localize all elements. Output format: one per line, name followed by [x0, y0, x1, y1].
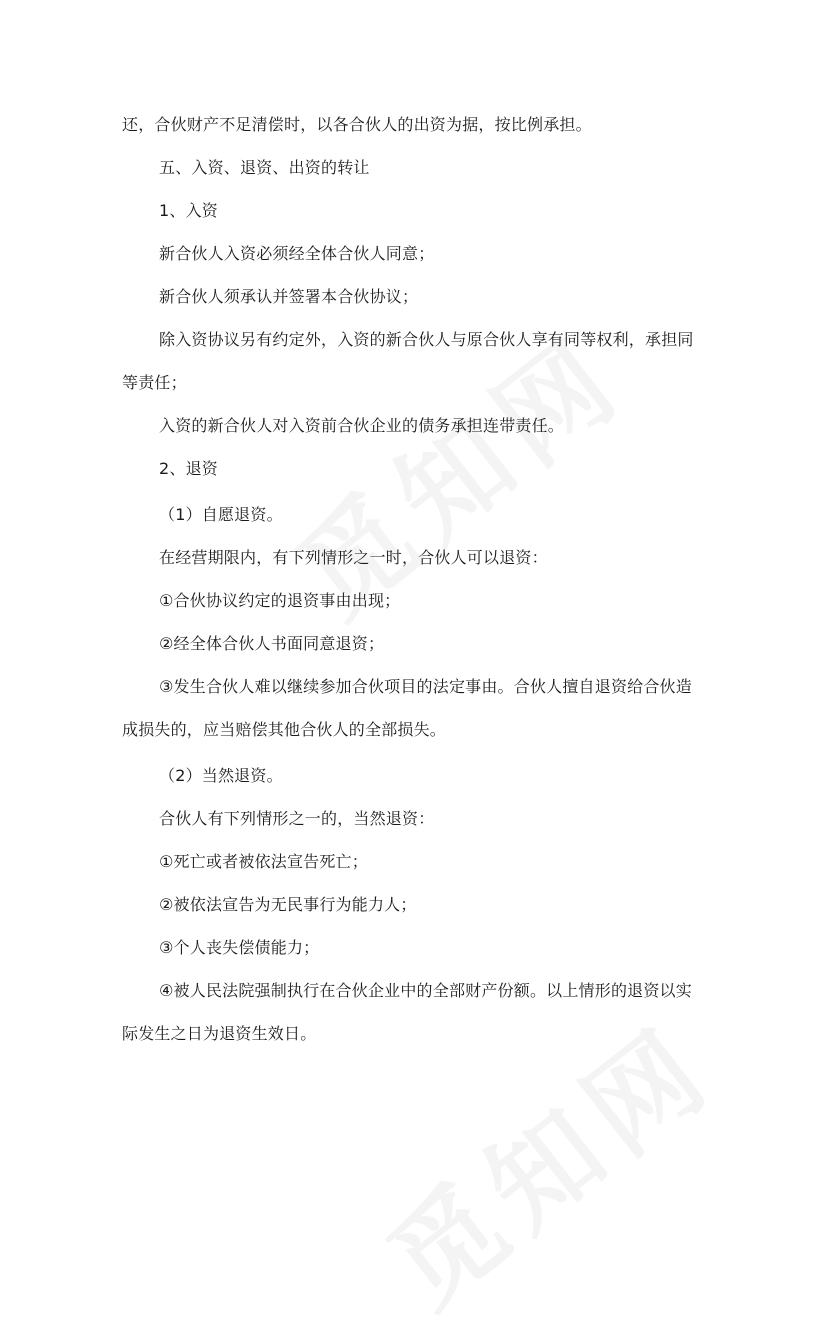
paragraph-line: 等责任；	[122, 373, 187, 392]
list-item: ③发生合伙人难以继续参加合伙项目的法定事由。合伙人擅自退资给合伙造	[159, 677, 692, 696]
list-item: ④被人民法院强制执行在合伙企业中的全部财产份额。以上情形的退资以实	[159, 981, 692, 1000]
list-item: ②被依法宣告为无民事行为能力人；	[159, 895, 417, 914]
paragraph-line: 新合伙人须承认并签署本合伙协议；	[159, 287, 419, 306]
subsection-heading: 2、退资	[159, 459, 218, 478]
section-heading: 五、入资、退资、出资的转让	[159, 158, 370, 177]
paragraph-line: 在经营期限内，有下列情形之一时，合伙人可以退资：	[159, 548, 548, 567]
paragraph-line: 际发生之日为退资生效日。	[122, 1024, 317, 1043]
paragraph-line: 入资的新合伙人对入资前合伙企业的债务承担连带责任。	[159, 416, 565, 435]
paragraph-line: 新合伙人入资必须经全体合伙人同意；	[159, 244, 435, 263]
paragraph-line: 还，合伙财产不足清偿时，以各合伙人的出资为据，按比例承担。	[122, 115, 592, 134]
paragraph-line: 成损失的，应当赔偿其他合伙人的全部损失。	[122, 720, 447, 739]
watermark-text-bottom	[351, 982, 741, 1336]
list-item: ②经全体合伙人书面同意退资；	[159, 634, 385, 653]
paragraph-line: 合伙人有下列情形之一的，当然退资：	[159, 809, 435, 828]
clause-heading: （2）当然退资。	[159, 766, 283, 785]
list-item: ①合伙协议约定的退资事由出现；	[159, 591, 401, 610]
subsection-heading: 1、入资	[159, 201, 218, 220]
list-item: ③个人丧失偿债能力；	[159, 938, 320, 957]
clause-heading: （1）自愿退资。	[159, 505, 283, 524]
paragraph-line: 除入资协议另有约定外，入资的新合伙人与原合伙人享有同等权利，承担同	[159, 330, 694, 349]
list-item: ①死亡或者被依法宣告死亡；	[159, 852, 368, 871]
